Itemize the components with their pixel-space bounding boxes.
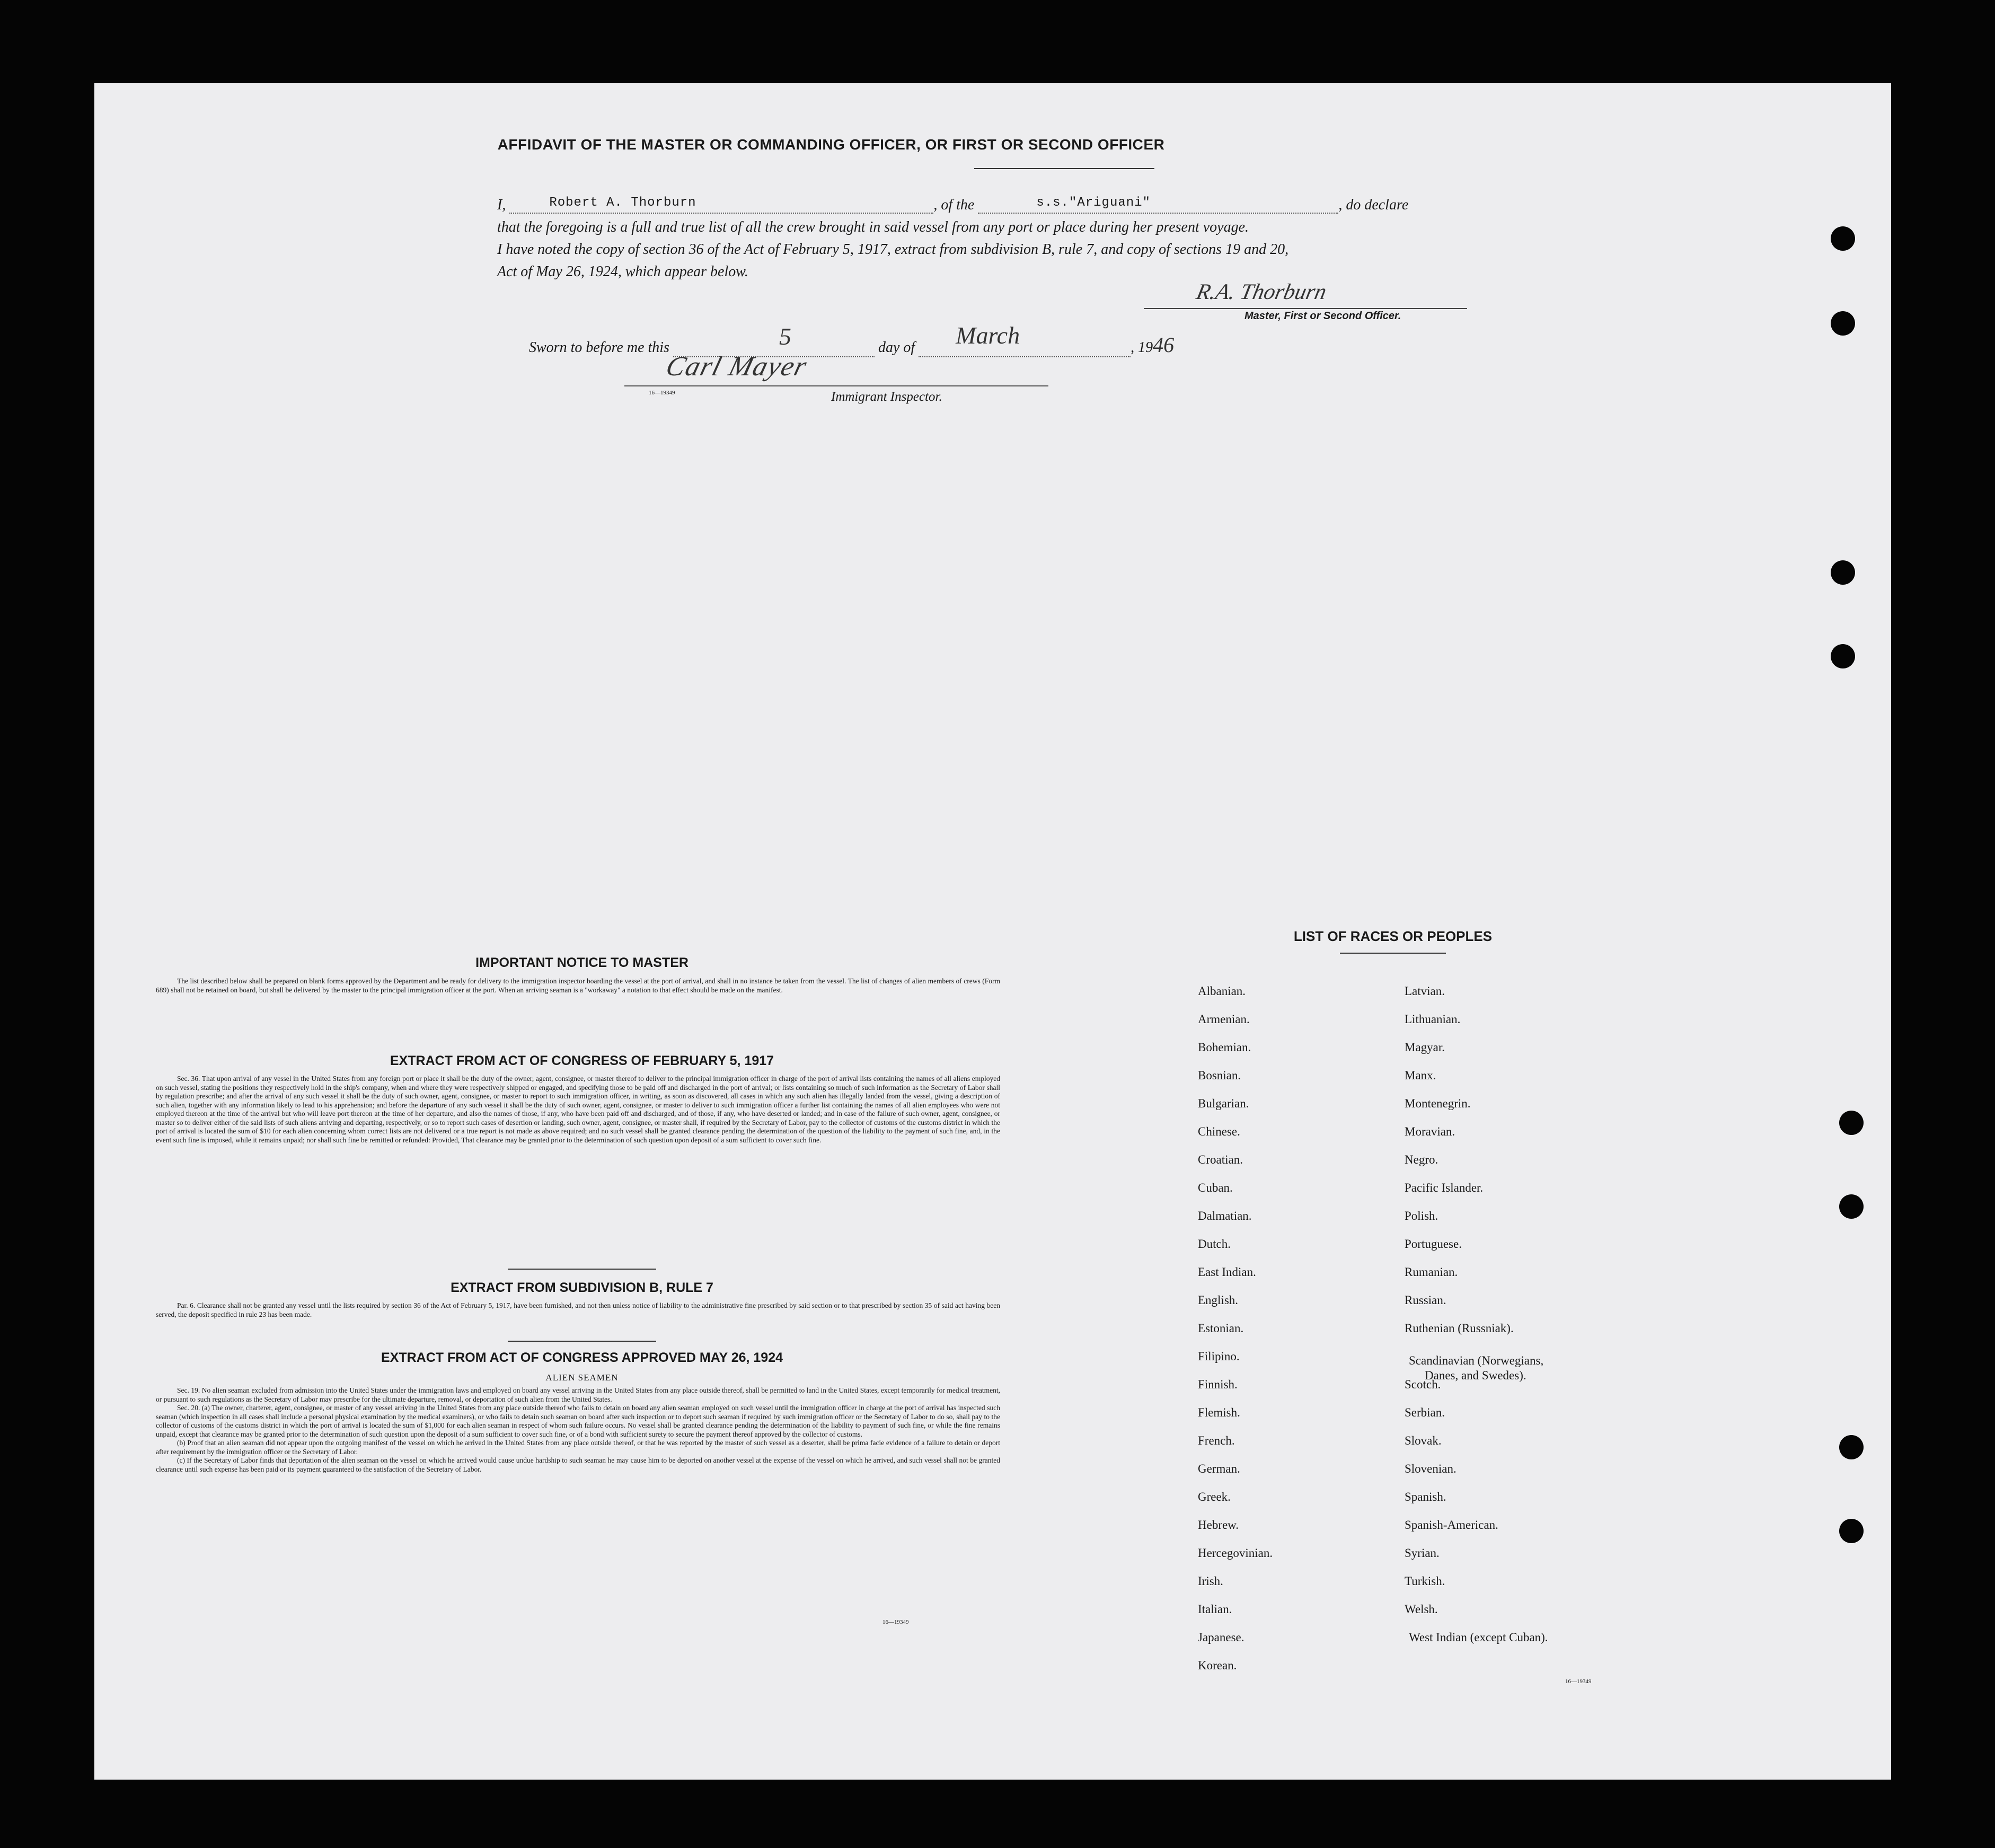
race-item: Cuban.: [1198, 1181, 1233, 1194]
race-item: Polish.: [1405, 1209, 1438, 1222]
race-item: Hercegovinian.: [1198, 1546, 1273, 1560]
year-suffix: 46: [1153, 333, 1175, 357]
form-number: 16—19349: [1565, 1678, 1592, 1685]
title-rule: [974, 168, 1154, 169]
punch-hole: [1839, 1194, 1864, 1219]
punch-hole: [1831, 311, 1855, 336]
race-item: Armenian.: [1198, 1013, 1250, 1026]
extract-1924-heading: EXTRACT FROM ACT OF CONGRESS APPROVED MAY 26, 1924: [381, 1350, 783, 1365]
race-item: English.: [1198, 1293, 1239, 1307]
race-item: Bohemian.: [1198, 1041, 1251, 1054]
section-rule: [508, 1269, 656, 1270]
master-signature: R.A. Thorburn: [1194, 280, 1329, 304]
document-page: [94, 83, 1891, 1780]
race-item: Portuguese.: [1405, 1237, 1462, 1251]
of-the-label: , of the: [933, 197, 975, 213]
punch-hole: [1831, 560, 1855, 585]
do-declare-label: , do declare: [1338, 197, 1409, 213]
race-item: French.: [1198, 1434, 1235, 1447]
sworn-line: [529, 322, 1175, 357]
race-item: West Indian (except Cuban).: [1409, 1631, 1548, 1644]
punch-hole: [1831, 226, 1855, 251]
vessel-name: s.s."Ariguani": [1036, 196, 1151, 210]
race-item: Dutch.: [1198, 1237, 1231, 1251]
form-number: 16—19349: [882, 1619, 909, 1625]
section-rule: [508, 1341, 656, 1342]
year-prefix: , 19: [1131, 339, 1153, 356]
master-label: Master, First or Second Officer.: [1244, 310, 1401, 322]
race-item: Dalmatian.: [1198, 1209, 1252, 1222]
race-item: Filipino.: [1198, 1350, 1240, 1363]
race-item: German.: [1198, 1462, 1240, 1475]
races-rule: [1340, 953, 1446, 954]
race-item: East Indian.: [1198, 1265, 1256, 1279]
race-item: Moravian.: [1405, 1125, 1455, 1138]
race-item: Syrian.: [1405, 1546, 1440, 1560]
affidavit-line-4: Act of May 26, 1924, which appear below.: [497, 263, 748, 280]
race-item: Hebrew.: [1198, 1518, 1239, 1532]
race-item: Serbian.: [1405, 1406, 1445, 1419]
extract-1917-heading: EXTRACT FROM ACT OF CONGRESS OF FEBRUARY 5, 1917: [390, 1053, 774, 1068]
race-item: Slovak.: [1405, 1434, 1442, 1447]
race-item: Magyar.: [1405, 1041, 1445, 1054]
punch-hole: [1839, 1519, 1864, 1543]
master-signature-line: [1144, 308, 1467, 309]
sworn-day: 5: [779, 323, 791, 350]
race-item: Manx.: [1405, 1069, 1436, 1082]
race-item: Chinese.: [1198, 1125, 1240, 1138]
extract-1917-text: Sec. 36. That upon arrival of any vessel in the United States from any foreign port or place it shall be the duty of the owner, agent, consignee, or master thereof to deliver to the principal immigration officer in charge of the port of arrival lists containing the names of all aliens employed on such vessel, stating the positions they respectively hold in the ship's company, when and where they were respectively shipped or engaged, and specifying those to be paid off and discharged in the port of arrival; or lists containing so much of such information as the Secretary of Labor shall by regulation prescribe; and after the arrival of any such vessel it shall be the duty of such owner, agent, consignee, or master to report to such immigration officer, in writing, as soon as discovered, all cases in which any such alien has illegally landed from the vessel, giving a description of such alien, together with any information likely to lead to his apprehension; and before the departure of any such vessel it shall be the duty of such owner, agent, consignee, or master to deliver to such immigration officer a further list containing the names of all alien employees who were not employed thereon at the time of the arrival but who will leave port thereon at the time of her departure, and also the names of those, if any, who have been paid off and discharged, and of those, if any, who have deserted or landed; and in case of the failure of such owner, agent, consignee, or master so to deliver either of the said lists of such aliens arriving and departing, respectively, or so to report such cases of desertion or landing, such owner, agent, consignee, or master shall, if required by the Secretary of Labor, pay to the collector of customs of the customs district in which the port of arrival is located the sum of $10 for each alien concerning whom correct lists are not delivered or a true report is not made as above required; and no such vessel shall be granted clearance pending the determination of the question of the liability to the payment of such fine, and, in the event such fine is imposed, while it remains unpaid; nor shall such fine be remitted or refunded: Provided, That clearance may be granted prior to the determination of such question upon deposit of a sum sufficient to cover such fine.: [156, 1075, 1000, 1144]
race-item: Scotch.: [1405, 1378, 1441, 1391]
race-item: Finnish.: [1198, 1378, 1238, 1391]
race-item: Ruthenian (Russniak).: [1405, 1322, 1514, 1335]
master-name: Robert A. Thorburn: [549, 196, 696, 210]
race-item: Lithuanian.: [1405, 1013, 1461, 1026]
punch-hole: [1839, 1435, 1864, 1459]
sworn-month: March: [956, 322, 1020, 349]
race-item: Croatian.: [1198, 1153, 1243, 1166]
extract-1924-subheading: ALIEN SEAMEN: [545, 1372, 619, 1383]
extract-rule7-text: Par. 6. Clearance shall not be granted any vessel until the lists required by section 36 of the Act of February 5, 1917, have been furnished, and not then unless notice of liability to the administrative fine prescribed by said section or to that prescribed by section 35 of said act having been served, the deposit specified in rule 23 has been made.: [156, 1301, 1000, 1318]
race-item: Japanese.: [1198, 1631, 1244, 1644]
notice-heading: IMPORTANT NOTICE TO MASTER: [475, 955, 688, 970]
race-item: Italian.: [1198, 1603, 1232, 1616]
race-item: Negro.: [1405, 1153, 1438, 1166]
race-item: Greek.: [1198, 1490, 1231, 1503]
affidavit-title: AFFIDAVIT OF THE MASTER OR COMMANDING OFFICER, OR FIRST OR SECOND OFFICER: [497, 136, 1165, 153]
race-item: Bosnian.: [1198, 1069, 1241, 1082]
extract-rule7-heading: EXTRACT FROM SUBDIVISION B, RULE 7: [451, 1280, 713, 1295]
race-item: Russian.: [1405, 1293, 1446, 1307]
race-item: Welsh.: [1405, 1603, 1438, 1616]
sworn-label: Sworn to before me this: [529, 339, 669, 356]
race-item: Danes, and Swedes).: [1425, 1369, 1526, 1382]
punch-hole: [1831, 644, 1855, 668]
race-item: Flemish.: [1198, 1406, 1240, 1419]
race-item: Turkish.: [1405, 1574, 1445, 1588]
form-number: 16—19349: [649, 390, 675, 396]
i-label: I,: [497, 197, 506, 213]
race-item: Estonian.: [1198, 1322, 1244, 1335]
punch-hole: [1839, 1111, 1864, 1135]
race-item: Slovenian.: [1405, 1462, 1456, 1475]
inspector-signature: Carl Mayer: [663, 351, 811, 382]
race-item: Spanish-American.: [1405, 1518, 1498, 1532]
race-item: Montenegrin.: [1405, 1097, 1471, 1110]
race-item: Rumanian.: [1405, 1265, 1458, 1279]
affidavit-line-3: I have noted the copy of section 36 of the Act of February 5, 1917, extract from subdivision B, rule 7, and copy of sections 19 and 20,: [497, 241, 1289, 258]
inspector-signature-line: [624, 385, 1048, 386]
race-item: Albanian.: [1198, 984, 1246, 998]
race-item: Pacific Islander.: [1405, 1181, 1484, 1194]
inspector-label: Immigrant Inspector.: [831, 390, 942, 404]
race-item: Scandinavian (Norwegians,: [1409, 1354, 1544, 1367]
notice-text: The list described below shall be prepared on blank forms approved by the Department and be ready for delivery to the immigration inspector boarding the vessel at the port of arrival, and shall in no instance be taken from the vessel. The list of changes of alien members of crews (Form 689) shall not be retained on board, but shall be delivered by the master to the principal immigration officer at the port. When an arriving seaman is a "workaway" a notation to that effect should be made on the manifest.: [156, 977, 1000, 994]
race-item: Korean.: [1198, 1659, 1237, 1672]
affidavit-line-2: that the foregoing is a full and true list of all the crew brought in said vessel from any port or place during her present voyage.: [497, 219, 1249, 235]
race-item: Spanish.: [1405, 1490, 1446, 1503]
extract-1924-text: Sec. 19. No alien seaman excluded from admission into the United States under the immigration laws and employed on board any vessel arriving in the United States from any place outside thereof, shall be permitted to land in the United States, except temporarily for medical treatment, or pursuant to such regulations as the Secretary of Labor may prescribe for the ultimate departure, removal, or deportation of such alien from the United States. Sec. 20. (a) The owner, charterer, agent, consignee, or master of any vessel arriving in the United States from any place outside thereof who fails to detain on board any alien seaman employed on such vessel until the immigration officer in charge at the port of arrival has inspected such seaman (which inspection in all cases shall include a personal physical examination by the medical examiners), or who fails to detain such seaman on board after such inspection or to deport such seaman if required by such immigration officer or the Secretary of Labor to do so, shall pay to the collector of customs of the customs district in which the port of arrival is located the sum of $1,000 for each alien seaman in respect of whom such failure occurs. No vessel shall be granted clearance pending the determination of the liability to payment of such fine, or while the fine remains unpaid, except that clearance may be granted prior to the determination of such question upon the deposit of a sum sufficient to cover such fine, or of a bond with sufficient surety to secure the payment thereof approved by the collector of customs. (b) Proof that an alien seaman did not appear upon the outgoing manifest of the vessel on which he arrived in the United States from any place outside thereof, or that he was reported by the master of such vessel as a deserter, shall be prima facie evidence of a failure to detain or deport after requirement by the immigration officer or the Secretary of Labor. (c) If the Secretary of Labor finds that deportation of the alien seaman on the vessel on which he arrived would cause undue hardship to such seaman he may cause him to be deported on another vessel at the expense of the vessel on which he arrived, and such vessel shall not be granted clearance until such expense has been paid or its payment guaranteed to the satisfaction of the Secretary of Labor.: [156, 1386, 1000, 1473]
affidavit-line-1: [497, 197, 1483, 214]
race-item: Irish.: [1198, 1574, 1223, 1588]
races-heading: LIST OF RACES OR PEOPLES: [1293, 928, 1493, 944]
day-of-label: day of: [878, 339, 915, 356]
race-item: Bulgarian.: [1198, 1097, 1249, 1110]
race-item: Latvian.: [1405, 984, 1445, 998]
